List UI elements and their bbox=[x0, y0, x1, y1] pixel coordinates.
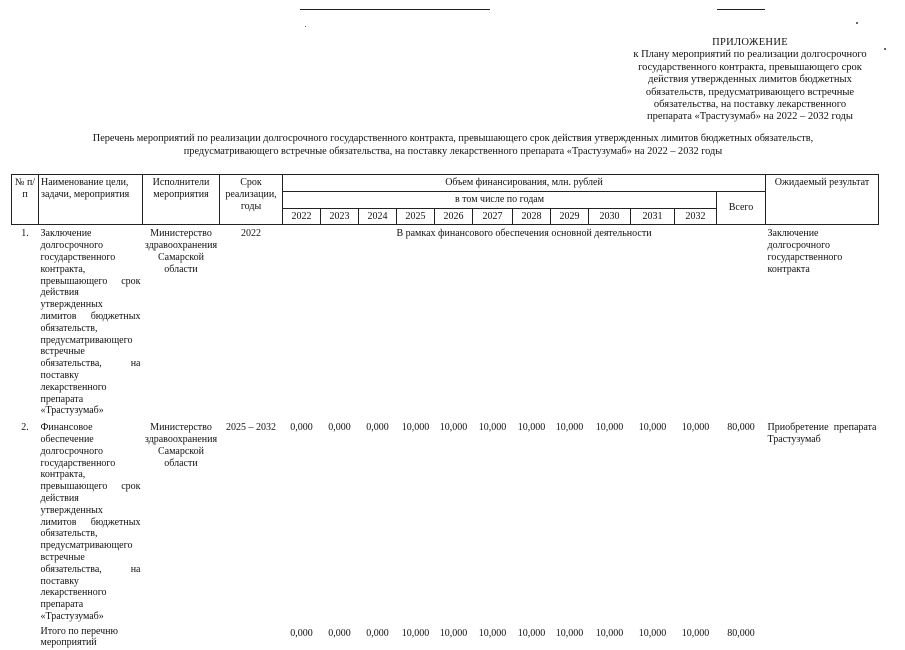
appendix-line: обязательств, предусматривающего встречные bbox=[645, 86, 855, 98]
document-title-line: предусматривающего встречные обязательства, на поставку лекарственного препарата «Трастузумаб» на 2022 – 2032 годы bbox=[183, 145, 723, 157]
row-name: Заключение долгосрочного государственного контракта, превышающего срок действия утвержденных лимитов бюджетных обязательств, предусматривающего встречные обязательства, на поставку лекарственного препарата «Трастузумаб» bbox=[40, 228, 141, 417]
row-value: 10,000 bbox=[401, 422, 430, 434]
row-funding-note: В рамках финансового обеспечения основной деятельности bbox=[396, 228, 652, 240]
row-value: 10,000 bbox=[555, 422, 584, 434]
row-result: Заключение долгосрочного государственного контракта bbox=[767, 228, 843, 275]
scan-line bbox=[300, 9, 490, 10]
row-name: Финансовое обеспечение долгосрочного государственного контракта, превышающего срок действия утвержденных лимитов бюджетных обязательств, предусматривающего встречные обязательства, на поставку лекарственного препарата «Трастузумаб» bbox=[40, 422, 141, 622]
document-title bbox=[8, 133, 898, 158]
row-value: 0,000 bbox=[328, 422, 351, 434]
header-year: 2022 bbox=[283, 208, 321, 225]
row-value: 10,000 bbox=[595, 422, 624, 434]
header-period: Срок реализации, годы bbox=[220, 175, 283, 225]
row-period: 2022 bbox=[241, 228, 261, 240]
header-year: 2025 bbox=[397, 208, 435, 225]
appendix-title: ПРИЛОЖЕНИЕ bbox=[712, 37, 788, 48]
row-value: 10,000 bbox=[439, 422, 468, 434]
appendix-line: государственного контракта, превышающего срок bbox=[638, 61, 862, 73]
table-row bbox=[12, 418, 879, 624]
row-value: 10,000 bbox=[638, 422, 667, 434]
header-name: Наименование цели, задачи, мероприятия bbox=[39, 175, 143, 225]
measures-table bbox=[11, 174, 879, 650]
header-year: 2032 bbox=[675, 208, 717, 225]
summary-value: 10,000 bbox=[439, 627, 468, 639]
summary-value: 10,000 bbox=[595, 627, 624, 639]
summary-value: 0,000 bbox=[328, 627, 351, 639]
row-executor: Министерство здравоохранения Самарской области bbox=[144, 228, 218, 275]
appendix-header bbox=[600, 37, 900, 124]
appendix-line: действия утвержденных лимитов бюджетных bbox=[648, 74, 852, 86]
appendix-line: к Плану мероприятий по реализации долгосрочного bbox=[633, 49, 867, 61]
appendix-line: препарата «Трастузумаб» на 2022 – 2032 годы bbox=[647, 111, 853, 123]
header-year: 2031 bbox=[631, 208, 675, 225]
summary-value: 10,000 bbox=[401, 627, 430, 639]
row-num: 1. bbox=[21, 228, 29, 240]
summary-value: 10,000 bbox=[681, 627, 710, 639]
scan-line bbox=[717, 9, 765, 10]
scan-speck bbox=[856, 22, 858, 24]
header-by-years: в том числе по годам bbox=[283, 191, 717, 208]
row-total: 80,000 bbox=[727, 422, 755, 434]
header-year: 2024 bbox=[359, 208, 397, 225]
row-value: 10,000 bbox=[478, 422, 507, 434]
header-result: Ожидаемый результат bbox=[766, 175, 879, 225]
header-year: 2023 bbox=[321, 208, 359, 225]
row-period: 2025 – 2032 bbox=[226, 422, 276, 434]
header-year: 2026 bbox=[435, 208, 473, 225]
scan-speck bbox=[305, 26, 306, 27]
header-year: 2030 bbox=[589, 208, 631, 225]
header-num: № п/п bbox=[12, 175, 39, 225]
header-executor: Исполнители мероприятия bbox=[143, 175, 220, 225]
table-row bbox=[12, 225, 879, 418]
summary-value: 10,000 bbox=[478, 627, 507, 639]
summary-value: 10,000 bbox=[517, 627, 546, 639]
summary-total: 80,000 bbox=[727, 627, 755, 639]
header-year: 2028 bbox=[513, 208, 551, 225]
header-year: 2027 bbox=[473, 208, 513, 225]
header-total: Всего bbox=[717, 191, 766, 225]
appendix-line: обязательства, на поставку лекарственного bbox=[653, 99, 847, 111]
header-year: 2029 bbox=[551, 208, 589, 225]
summary-row bbox=[12, 624, 879, 650]
row-executor: Министерство здравоохранения Самарской области bbox=[144, 422, 218, 469]
row-result: Приобретение препарата Трастузумаб bbox=[767, 422, 877, 445]
document-title-line: Перечень мероприятий по реализации долгосрочного государственного контракта, превышающего срок действия утвержденных лимитов бюджетных обязательств, bbox=[92, 133, 814, 144]
summary-value: 10,000 bbox=[638, 627, 667, 639]
header-funding: Объем финансирования, млн. рублей bbox=[283, 175, 766, 192]
row-value: 10,000 bbox=[681, 422, 710, 434]
summary-value: 0,000 bbox=[366, 627, 389, 639]
summary-value: 10,000 bbox=[555, 627, 584, 639]
row-value: 0,000 bbox=[366, 422, 389, 434]
row-num: 2. bbox=[21, 422, 29, 434]
row-value: 10,000 bbox=[517, 422, 546, 434]
summary-label: Итого по перечню мероприятий bbox=[40, 625, 118, 649]
summary-value: 0,000 bbox=[290, 627, 313, 639]
row-value: 0,000 bbox=[290, 422, 313, 434]
